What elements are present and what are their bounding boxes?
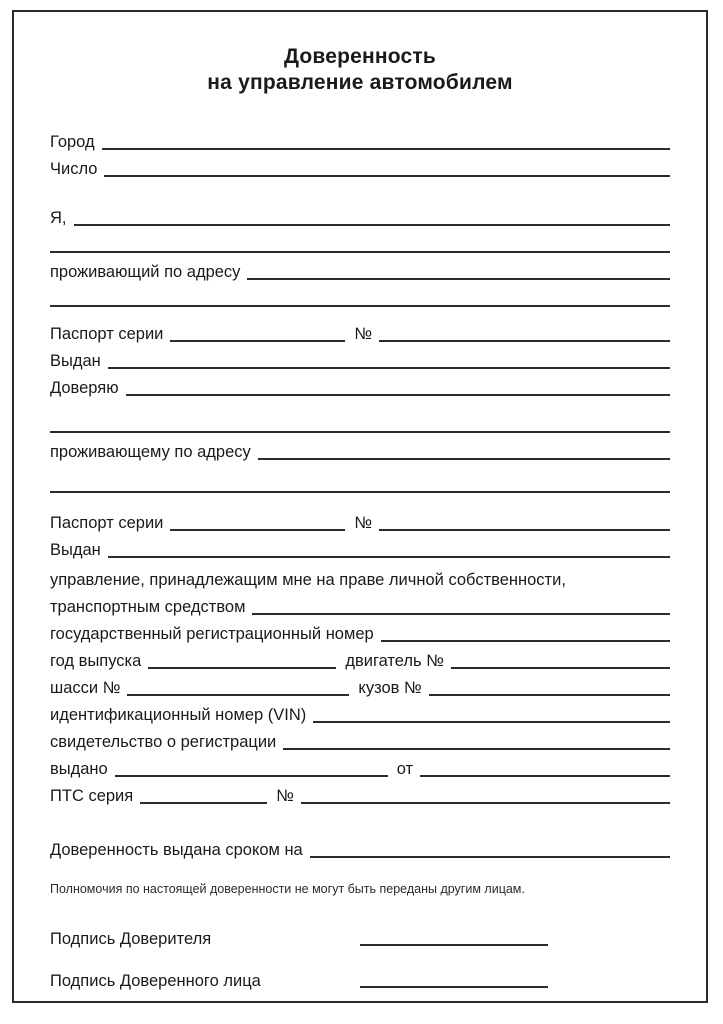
attorney-address-input-line[interactable] [258,458,670,460]
body-label: кузов № [358,679,422,697]
attorney-passport-series-input-line[interactable] [170,529,345,531]
engine-input-line[interactable] [451,667,670,669]
field-row-attorney-passport[interactable] [50,507,670,534]
entrust-label: Доверяю [50,379,119,397]
field-row-entrust-cont[interactable] [50,399,670,436]
attorney-passport-series-label: Паспорт серии [50,514,164,532]
engine-label: двигатель № [345,652,444,670]
field-row-attorney-address[interactable] [50,436,670,463]
principal-name-block [50,202,670,310]
signature-attorney-block [50,957,670,993]
attorney-name-block [50,372,670,496]
body-input-line[interactable] [429,694,670,696]
entrust-input-line-2[interactable] [50,431,670,433]
city-date-block [50,126,670,180]
signature-principal-line[interactable] [360,944,548,946]
year-label: год выпуска [50,652,142,670]
pts-number-input-line[interactable] [301,802,670,804]
notice-text: Полномочия по настоящей доверенности не могут быть переданы другим лицам. [50,882,525,896]
field-row-attorney-passport-issuer[interactable] [50,534,670,561]
principal-passport-block [50,318,670,372]
page-title [50,44,670,96]
signature-principal-block [50,915,670,951]
term-block [50,834,670,861]
signature-row-principal[interactable] [50,915,670,951]
principal-passport-series-label: Паспорт серии [50,325,164,343]
field-row-principal-passport-issuer[interactable] [50,345,670,372]
field-row-vin[interactable] [50,699,670,726]
title-line-1: Доверенность [283,45,437,68]
signature-row-attorney[interactable] [50,957,670,993]
year-input-line[interactable] [148,667,336,669]
field-row-year-engine[interactable] [50,645,670,672]
from-input-line[interactable] [420,775,670,777]
ownership-statement: управление, принадлежащим мне на праве личной собственности, [50,571,566,589]
attorney-passport-block [50,507,670,561]
field-row-vehicle[interactable] [50,591,670,618]
signature-principal-label: Подпись Доверителя [50,930,212,948]
field-row-reg-number[interactable] [50,618,670,645]
field-row-chassis-body[interactable] [50,672,670,699]
field-row-city[interactable] [50,126,670,153]
principal-passport-issuer-label: Выдан [50,352,101,370]
principal-name-label: Я, [50,209,67,227]
attorney-address-label: проживающему по адресу [50,443,251,461]
principal-passport-series-input-line[interactable] [170,340,345,342]
attorney-passport-number-input-line[interactable] [379,529,670,531]
attorney-passport-number-symbol: № [354,514,373,532]
reg-number-label: государственный регистрационный номер [50,625,374,643]
field-row-term[interactable] [50,834,670,861]
title-line-2: на управление автомобилем [207,71,513,94]
signature-attorney-line[interactable] [360,986,548,988]
principal-address-input-line-2[interactable] [50,305,670,307]
field-row-principal-name[interactable] [50,202,670,229]
principal-address-label: проживающий по адресу [50,263,241,281]
field-row-principal-address-cont[interactable] [50,283,670,310]
principal-name-input-line-2[interactable] [50,251,670,253]
entrust-input-line[interactable] [126,394,670,396]
pts-series-input-line[interactable] [140,802,267,804]
city-label: Город [50,133,95,151]
attorney-address-input-line-2[interactable] [50,491,670,493]
term-input-line[interactable] [310,856,670,858]
vin-label: идентификационный номер (VIN) [50,706,307,724]
reg-number-input-line[interactable] [381,640,670,642]
field-row-pts[interactable] [50,780,670,807]
pts-series-label: ПТС серия [50,787,134,805]
from-label: от [396,760,414,778]
chassis-label: шасси № [50,679,121,697]
document-page [12,10,708,1003]
field-row-entrust[interactable] [50,372,670,399]
field-row-reg-certificate[interactable] [50,726,670,753]
vehicle-label: транспортным средством [50,598,246,616]
vehicle-block [50,563,670,807]
principal-address-input-line[interactable] [247,278,670,280]
chassis-input-line[interactable] [127,694,349,696]
date-input-line[interactable] [104,175,670,177]
city-input-line[interactable] [102,148,670,150]
reg-certificate-input-line[interactable] [283,748,670,750]
reg-certificate-label: свидетельство о регистрации [50,733,277,751]
attorney-passport-issuer-input-line[interactable] [108,556,670,558]
issued-input-line[interactable] [115,775,388,777]
principal-passport-number-symbol: № [354,325,373,343]
field-row-attorney-address-cont[interactable] [50,463,670,496]
field-row-principal-address[interactable] [50,256,670,283]
principal-passport-number-input-line[interactable] [379,340,670,342]
term-label: Доверенность выдана сроком на [50,841,303,859]
vehicle-input-line[interactable] [252,613,670,615]
vin-input-line[interactable] [313,721,670,723]
issued-label: выдано [50,760,108,778]
field-row-date[interactable] [50,153,670,180]
signature-attorney-label: Подпись Доверенного лица [50,972,261,990]
field-row-issued-from[interactable] [50,753,670,780]
principal-passport-issuer-input-line[interactable] [108,367,670,369]
field-row-principal-passport[interactable] [50,318,670,345]
principal-name-input-line[interactable] [74,224,671,226]
field-row-principal-name-cont[interactable] [50,229,670,256]
date-label: Число [50,160,98,178]
attorney-passport-issuer-label: Выдан [50,541,101,559]
pts-number-symbol: № [276,787,294,805]
document-body [14,12,706,1001]
